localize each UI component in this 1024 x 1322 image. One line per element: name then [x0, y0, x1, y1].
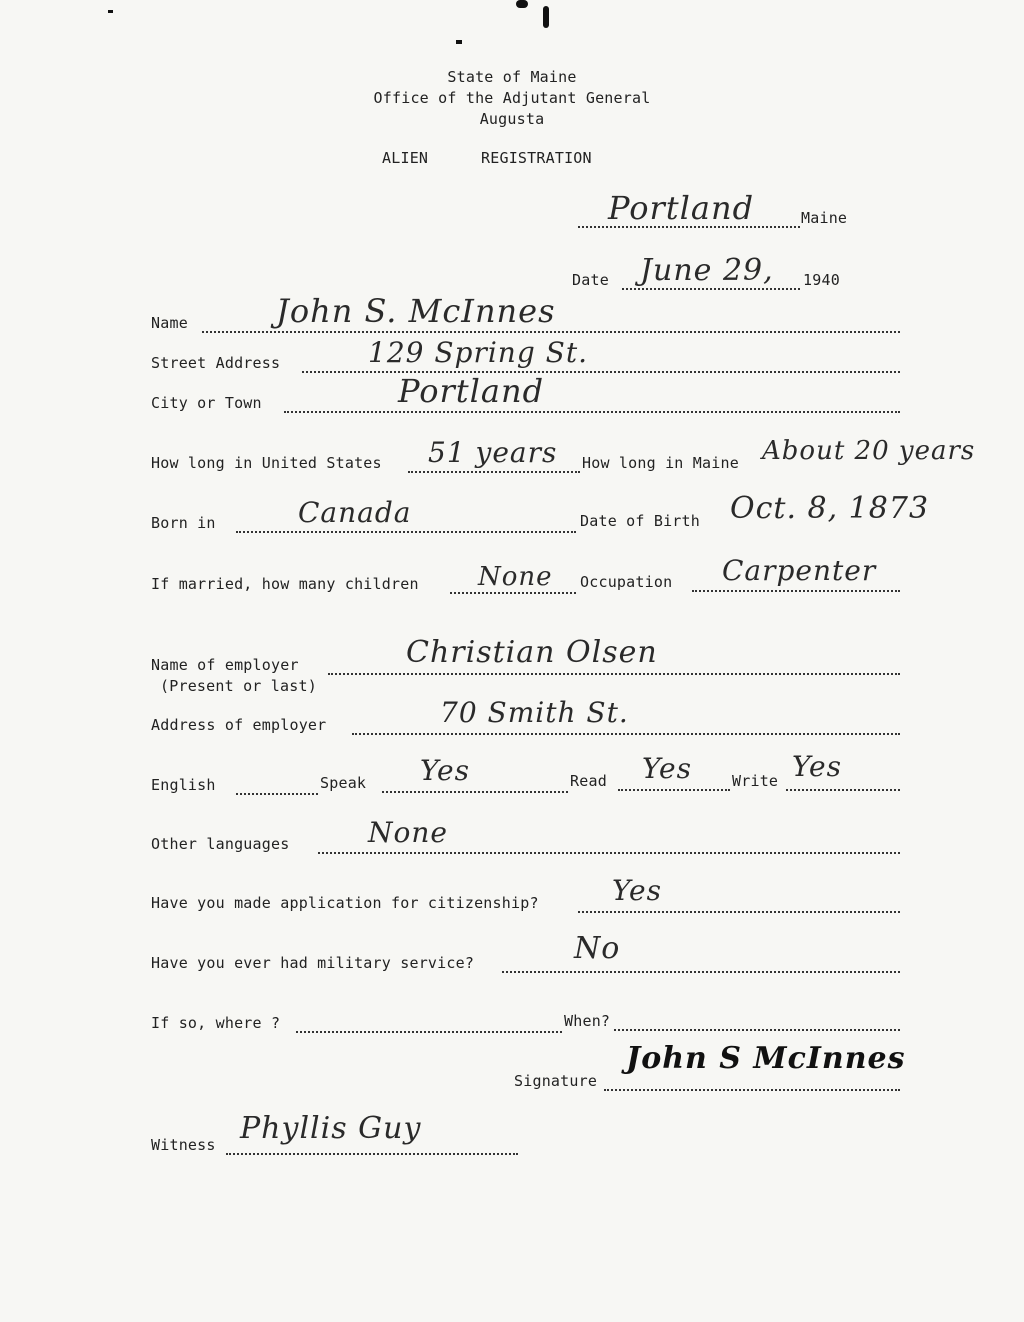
dob-value: Oct. 8, 1873 [730, 491, 930, 526]
date-year: 1940 [803, 271, 840, 289]
military-label: Have you ever had military service? [151, 954, 475, 972]
header-state: State of Maine [447, 68, 577, 86]
place-value: Portland [608, 189, 755, 227]
write-value: Yes [792, 750, 842, 783]
born-in-label: Born in [151, 514, 216, 532]
occupation-line [692, 588, 900, 592]
when-line [614, 1027, 900, 1031]
born-in-value: Canada [298, 496, 412, 529]
scan-speck [543, 6, 549, 28]
write-label: Write [732, 772, 779, 790]
signature-label: Signature [514, 1072, 598, 1090]
other-languages-value: None [368, 816, 448, 849]
us-long-line [408, 469, 580, 473]
military-value: No [574, 931, 621, 966]
employer-sublabel: (Present or last) [160, 677, 317, 695]
where-line [296, 1029, 562, 1033]
write-line [786, 787, 900, 791]
place-suffix: Maine [801, 209, 848, 227]
read-line [618, 787, 730, 791]
witness-line [226, 1151, 518, 1155]
born-in-line [236, 529, 576, 533]
header-city: Augusta [479, 110, 545, 128]
us-long-value: 51 years [428, 436, 558, 469]
speak-value: Yes [420, 754, 470, 787]
employer-address-label: Address of employer [151, 716, 327, 734]
street-value: 129 Spring St. [368, 336, 588, 369]
signature-line [604, 1087, 900, 1091]
english-line-1 [236, 791, 318, 795]
when-label: When? [564, 1012, 611, 1030]
date-value: June 29, [640, 253, 774, 288]
maine-long-label: How long in Maine [582, 454, 739, 472]
name-value: John S. McInnes [276, 292, 556, 330]
where-label: If so, where ? [151, 1014, 281, 1032]
maine-long-value: About 20 years [762, 436, 976, 466]
city-line [284, 409, 900, 413]
employer-value: Christian Olsen [406, 635, 658, 670]
read-label: Read [570, 772, 607, 790]
city-value: Portland [398, 372, 545, 410]
street-line [302, 369, 900, 373]
date-label: Date [572, 271, 609, 289]
scan-speck [516, 0, 528, 8]
header-office: Office of the Adjutant General [373, 89, 651, 107]
employer-address-line [352, 731, 900, 735]
city-label: City or Town [151, 394, 262, 412]
read-value: Yes [642, 752, 692, 785]
children-label: If married, how many children [151, 575, 419, 593]
speak-label: Speak [320, 774, 367, 792]
employer-label: Name of employer [151, 656, 299, 674]
employer-line [328, 671, 900, 675]
other-languages-label: Other languages [151, 835, 290, 853]
scan-speck [108, 10, 113, 13]
occupation-label: Occupation [580, 573, 673, 591]
english-label: English [151, 776, 216, 794]
speak-line [382, 789, 568, 793]
military-line [502, 969, 900, 973]
citizenship-value: Yes [612, 874, 662, 907]
signature-value: John S McInnes [626, 1041, 906, 1076]
witness-value: Phyllis Guy [240, 1111, 422, 1146]
employer-address-value: 70 Smith St. [440, 696, 629, 729]
other-languages-line [318, 850, 900, 854]
street-label: Street Address [151, 354, 281, 372]
occupation-value: Carpenter [722, 554, 877, 587]
witness-label: Witness [151, 1136, 216, 1154]
form-title-alien: ALIEN [382, 149, 429, 167]
citizenship-label: Have you made application for citizenship? [151, 894, 539, 912]
citizenship-line [578, 909, 900, 913]
form-title-registration: REGISTRATION [481, 149, 592, 167]
dob-label: Date of Birth [580, 512, 700, 530]
children-value: None [478, 562, 553, 592]
scan-speck [456, 40, 462, 44]
name-label: Name [151, 314, 188, 332]
us-long-label: How long in United States [151, 454, 382, 472]
